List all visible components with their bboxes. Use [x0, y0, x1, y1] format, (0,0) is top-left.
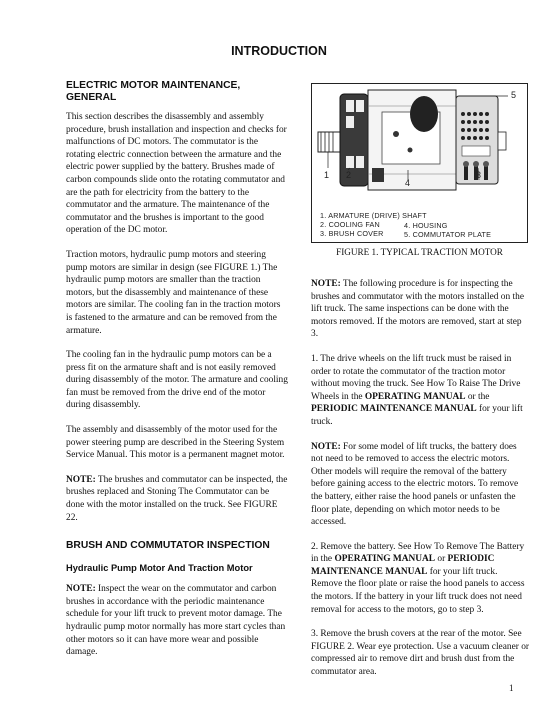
paragraph-steering-motor: The assembly and disassembly of the motor used for the power steering pump are described in the Steering System Service Manual. This motor is a permanent magnet motor. — [66, 425, 285, 461]
note-text: For some model of lift trucks, the battery does not need to be removed to access the electric motors. Other models will require the removal of the battery before gaining access to the electric motors. To remove the battery, either raise the hood panels or unfasten the floor plate, depending on which motor needs to be accessed. — [311, 441, 519, 528]
note-label: NOTE: — [66, 474, 96, 485]
note-procedure — [311, 278, 529, 341]
note-brushes — [66, 474, 288, 524]
step-text: for your lift truck. Remove the floor plate or raise the hood panels to access the motors. If the battery in your lift truck does not need removal for access to the motors, go to step 3. — [311, 566, 525, 615]
note-inspect-wear — [66, 583, 288, 659]
note-text: The following procedure is for inspecting the brushes and commutator with the motors installed on the lift truck. The same inspections can be done with the motors removed. If the motors are removed, start at step 3. — [311, 279, 524, 340]
callout-5: 5 — [511, 90, 517, 100]
step-text: 1. The drive wheels on the lift truck must be raised in order to rotate the commutator of the traction motor without moving the truck. See How To Raise The Drive Wheels in the — [311, 353, 521, 402]
callout-2: 2 — [346, 170, 352, 180]
legend-commutator-plate: 5. COMMUTATOR PLATE — [404, 230, 492, 239]
left-column — [66, 80, 288, 659]
paragraph-cooling-fan: The cooling fan in the hydraulic pump motors can be a press fit on the armature shaft and is not easily removed during disassembly of the motor. The armature and cooling fan must be removed from the drive end of the motor during disassembly. — [66, 350, 288, 411]
figure-caption: FIGURE 1. TYPICAL TRACTION MOTOR — [336, 247, 503, 257]
manual-ref: PERIODIC MAINTENANCE MANUAL — [311, 554, 495, 577]
manual-ref: PERIODIC MAINTENANCE MANUAL — [311, 404, 477, 415]
step-1 — [311, 353, 529, 429]
callout-1: 1 — [324, 170, 330, 180]
note-text: The brushes and commutator can be inspected, the brushes replaced and Stoning The Commutator can be done with the motor installed on the truck. See FIGURE 22. — [66, 474, 288, 523]
section-heading-electric-motor-maintenance: ELECTRIC MOTOR MAINTENANCE, GENERAL — [66, 80, 241, 103]
paragraph-motor-design: Traction motors, hydraulic pump motors and steering pump motors are similar in design (see FIGURE 1.) The hydraulic pump motors are smaller than the traction motors, but the disassembly and maintenance of these motors are similar. The cooling fan in the traction motors is fastened to the armature and can be removed from the armature. — [66, 249, 281, 336]
callout-4: 4 — [405, 178, 411, 188]
legend-armature-shaft: 1. ARMATURE (DRIVE) SHAFT — [320, 211, 427, 220]
subheading-pump-traction: Hydraulic Pump Motor And Traction Motor — [66, 563, 253, 574]
step-text: or — [435, 554, 448, 565]
page-title: INTRODUCTION — [231, 44, 327, 58]
right-column — [311, 278, 529, 679]
note-label: NOTE: — [311, 441, 341, 452]
step-3: 3. Remove the brush covers at the rear of the motor. See FIGURE 2. Wear eye protection. Use a vacuum cleaner or compressed air to remove dirt and brush dust from the commutator area. — [311, 629, 529, 678]
note-battery — [311, 441, 529, 529]
step-text: or the — [465, 391, 490, 402]
note-label: NOTE: — [311, 279, 341, 289]
manual-ref: OPERATING MANUAL — [364, 391, 466, 402]
manual-ref: OPERATING MANUAL — [334, 554, 436, 565]
step-2 — [311, 541, 529, 617]
legend-housing: 4. HOUSING — [404, 221, 448, 230]
callout-3: 3 — [476, 170, 482, 180]
legend-cooling-fan: 2. COOLING FAN — [320, 220, 380, 229]
step-text: for your lift truck. — [311, 404, 523, 427]
step-text: 2. Remove the battery. See How To Remove The Battery in the — [311, 541, 525, 565]
note-text: Inspect the wear on the commutator and carbon brushes in accordance with the periodic maintenance schedule for your lift truck to prevent motor damage. The hydraulic pump motor normally has more start cycles than other motors so it can have more wear and possible damage. — [66, 584, 286, 658]
paragraph-commutator-intro: This section describes the disassembly and assembly procedure, brush installation and inspection and checks for malfunctions of DC motors. The commutator is the rotating electric connection between the armature and the electric power supplied by the battery. Brushes made of carbon compounds slide onto the rotating commutator and are the path for electricity from the battery to the commutator and the armature. The maintenance of the commutator and the brushes is important to the good operation of the DC motor. — [66, 112, 287, 236]
note-label: NOTE: — [66, 584, 96, 595]
section-heading-brush-inspection: BRUSH AND COMMUTATOR INSPECTION — [66, 540, 270, 552]
legend-brush-cover: 3. BRUSH COVER — [320, 229, 384, 238]
page-number: 1 — [509, 683, 514, 693]
figure-traction-motor — [311, 83, 528, 243]
